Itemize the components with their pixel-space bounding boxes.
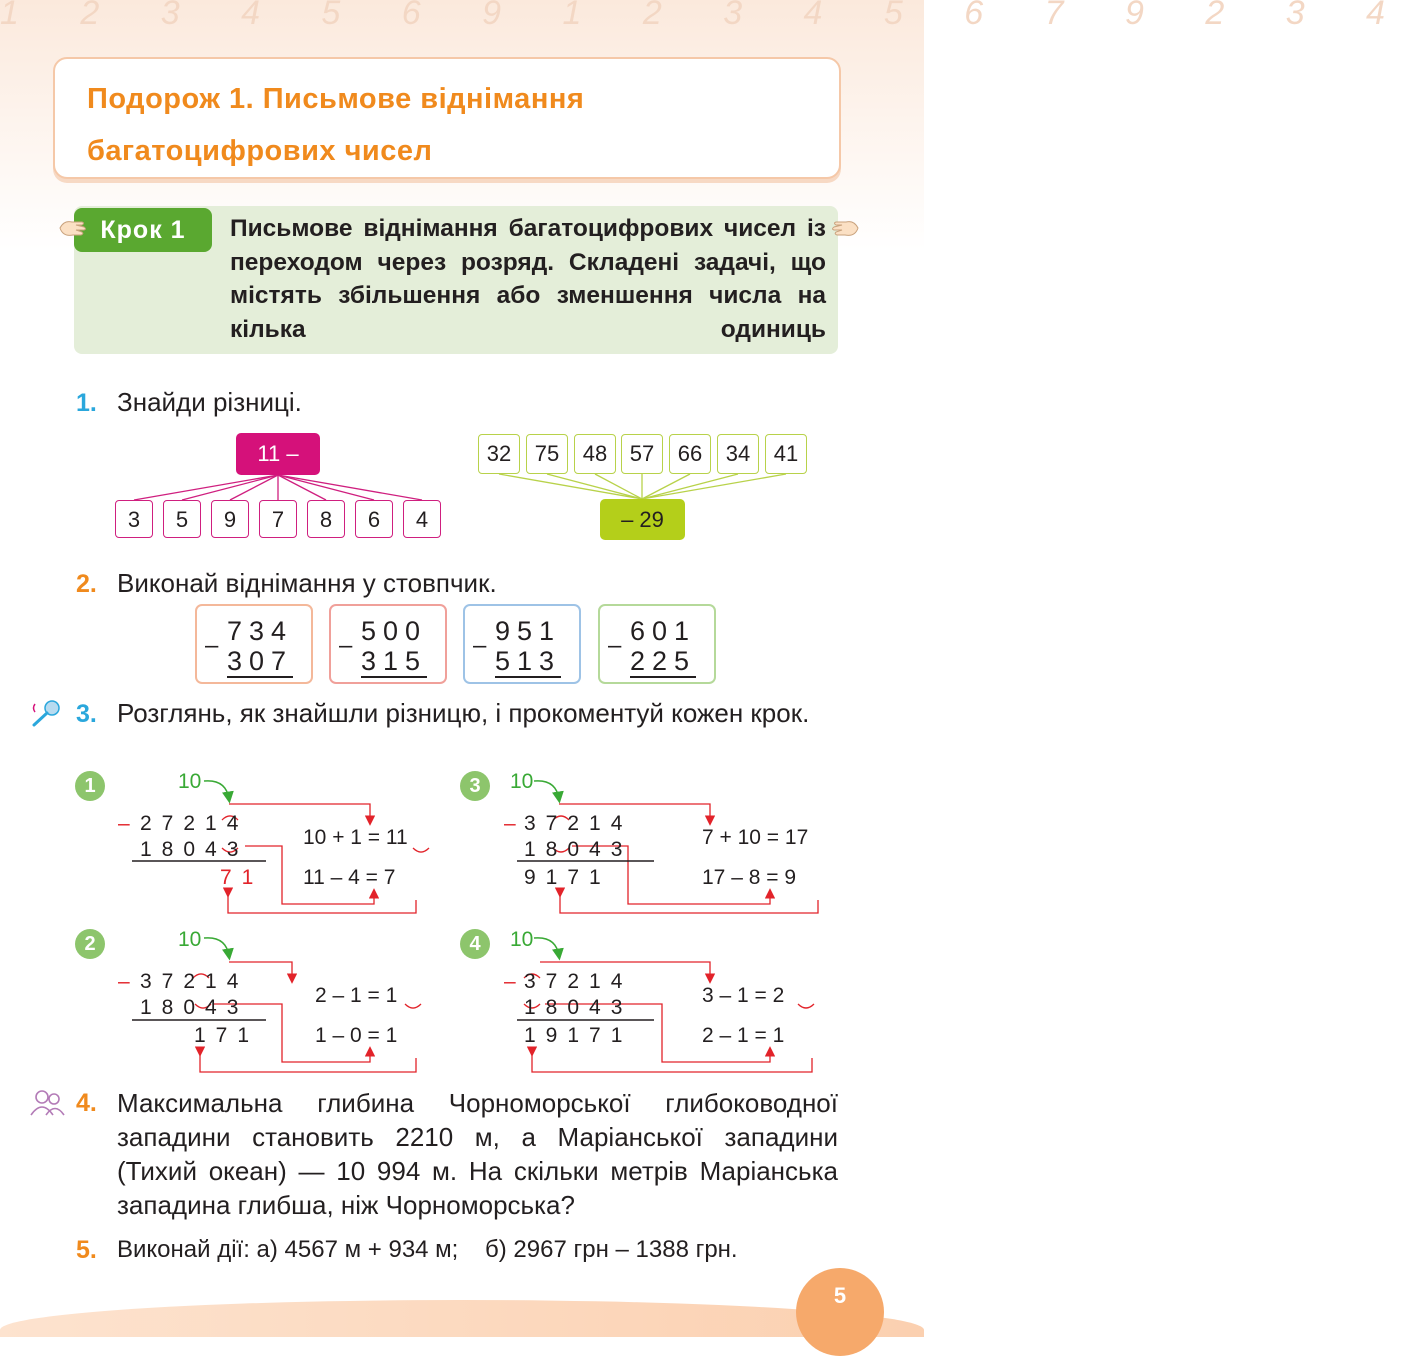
example-subtrahend: 18043 <box>140 996 249 1019</box>
subtrahend: 513 <box>495 646 562 676</box>
minus-sign: – <box>205 632 219 659</box>
borrowed-ten: 10 <box>510 770 534 793</box>
task2-text: Виконай віднімання у стовпчик. <box>117 568 497 598</box>
task1-right-operator: – 29 <box>600 499 685 540</box>
subtrahend: 307 <box>227 646 294 676</box>
task1-right-value: 75 <box>526 434 568 474</box>
example-subtrahend: 18043 <box>524 996 633 1019</box>
minus-sign: – <box>608 632 622 659</box>
task5-number: 5. <box>76 1236 97 1264</box>
minus-sign: – <box>473 632 487 659</box>
example-equation-1: 2 – 1 = 1 <box>315 984 398 1007</box>
task1-left-value: 9 <box>211 500 249 538</box>
lesson-title-line2: багатоцифрових чисел <box>87 135 433 167</box>
example-result: 171 <box>194 1024 260 1047</box>
example-minuend: 27214 <box>140 812 249 835</box>
example-equation-1: 10 + 1 = 11 <box>303 826 408 849</box>
example-label: 4 <box>460 929 490 959</box>
example-equation-2: 2 – 1 = 1 <box>702 1024 785 1047</box>
example-minuend: 37214 <box>524 970 633 993</box>
example-minuend: 37214 <box>140 970 249 993</box>
task4-text: Максимальна глибина Чорноморської глибоководної западини становить 2210 м, а Маріанської западини (Тихий океан) — 10 994 м. На скільки метрів Маріанська западина глибша, ніж Чорноморська? <box>117 1088 838 1220</box>
task1-left-value: 4 <box>403 500 441 538</box>
task1-right-value: 57 <box>621 434 663 474</box>
task1-right-value: 66 <box>669 434 711 474</box>
minuend: 734 <box>227 616 294 646</box>
example-equation-1: 7 + 10 = 17 <box>702 826 809 849</box>
task5-text: Виконай дії: а) 4567 м + 934 м; б) 2967 грн – 1388 грн. <box>117 1236 738 1263</box>
task1-left-operator: 11 – <box>236 433 320 475</box>
step-description: Письмове віднімання багатоцифрових чисел із переходом через розряд. Складені задачі, що містять збільшення або зменшення числа на кілька одиниць <box>230 215 826 343</box>
minuend: 601 <box>630 616 697 646</box>
task1-left-value: 8 <box>307 500 345 538</box>
minuend: 500 <box>361 616 428 646</box>
example-equation-2: 17 – 8 = 9 <box>702 866 796 889</box>
minus-sign: – <box>118 970 130 993</box>
example-label: 1 <box>75 771 105 801</box>
example-result: 9171 <box>524 866 611 889</box>
task1-left-value: 6 <box>355 500 393 538</box>
task4-number: 4. <box>76 1089 97 1117</box>
minuend: 951 <box>495 616 562 646</box>
task1-right-value: 48 <box>574 434 616 474</box>
page-number: 5 <box>796 1268 884 1356</box>
borrowed-ten: 10 <box>510 928 534 951</box>
task1-text: Знайди різниці. <box>117 387 302 417</box>
decorative-digits: 1 2 3 4 5 6 9 1 2 3 4 5 6 7 9 2 3 4 <box>0 0 1411 32</box>
example-subtrahend: 18043 <box>524 838 633 861</box>
step-badge: Крок 1 <box>74 208 212 252</box>
minus-sign: – <box>504 812 516 835</box>
example-result: 71 <box>220 866 264 889</box>
pair-work-icon <box>28 1088 68 1118</box>
task1-number: 1. <box>76 389 97 417</box>
subtrahend: 315 <box>361 646 428 676</box>
task1-left-value: 5 <box>163 500 201 538</box>
example-subtrahend: 18043 <box>140 838 249 861</box>
task1-right-value: 34 <box>717 434 759 474</box>
task1-left-value: 7 <box>259 500 297 538</box>
example-label: 3 <box>460 771 490 801</box>
task1-right-value: 32 <box>478 434 520 474</box>
subtrahend: 225 <box>630 646 697 676</box>
minus-sign: – <box>118 812 130 835</box>
example-equation-1: 3 – 1 = 2 <box>702 984 785 1007</box>
example-equation-2: 11 – 4 = 7 <box>303 866 396 889</box>
task2-number: 2. <box>76 570 97 598</box>
example-minuend: 37214 <box>524 812 633 835</box>
example-label: 2 <box>75 929 105 959</box>
lesson-title-line1: Подорож 1. Письмове віднімання <box>87 83 585 115</box>
minus-sign: – <box>339 632 353 659</box>
task3-number: 3. <box>76 700 97 728</box>
task1-left-value: 3 <box>115 500 153 538</box>
example-result: 19171 <box>524 1024 633 1047</box>
borrowed-ten: 10 <box>178 770 202 793</box>
example-equation-2: 1 – 0 = 1 <box>315 1024 398 1047</box>
borrowed-ten: 10 <box>178 928 202 951</box>
task3-text: Розглянь, як знайшли різницю, і прокоментуй кожен крок. <box>117 698 810 728</box>
task1-right-value: 41 <box>765 434 807 474</box>
minus-sign: – <box>504 970 516 993</box>
